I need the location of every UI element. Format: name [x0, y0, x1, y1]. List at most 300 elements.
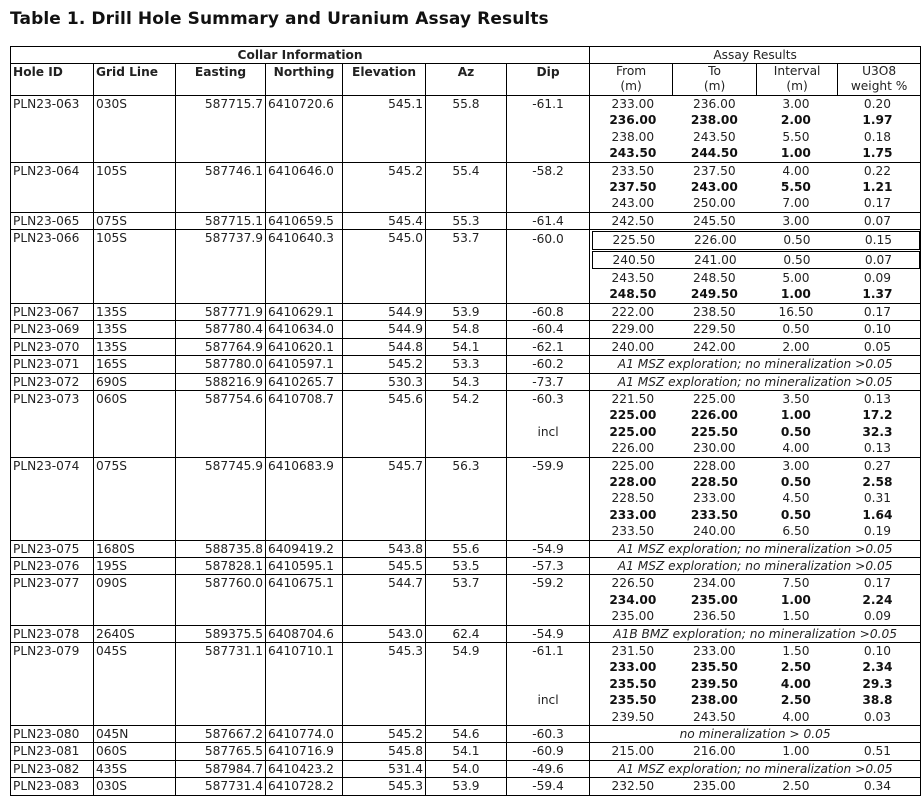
dip-cell — [507, 321, 590, 338]
easting-cell: 587731.1 — [176, 643, 266, 726]
hole-id-cell: PLN23-065 — [11, 212, 94, 229]
assay-to: 244.50 — [690, 146, 738, 161]
northing-cell: 6410728.2 — [266, 778, 343, 795]
assay-u3o8: 1.21 — [862, 180, 893, 195]
col-interval — [757, 64, 838, 96]
dip-value: -59.2 — [532, 576, 564, 591]
dip-spacer — [507, 592, 589, 608]
col-interval-unit: (m) — [786, 79, 808, 93]
assay-from: 242.50 — [611, 213, 655, 228]
assay-u3o8: 0.09 — [863, 609, 891, 624]
elevation-cell: 545.3 — [343, 778, 426, 795]
grid-line-cell: 060S — [94, 743, 176, 760]
az-cell: 55.6 — [426, 540, 507, 557]
assay-interval-highlight — [592, 592, 918, 608]
assay-u3o8: 2.34 — [862, 660, 893, 675]
dip-value: -60.8 — [532, 304, 564, 319]
hole-id-cell: PLN23-080 — [11, 726, 94, 743]
assay-interval: 2.00 — [782, 339, 810, 354]
assay-u3o8: 1.64 — [862, 507, 893, 522]
assay-u3o8: 1.97 — [862, 113, 893, 128]
dip-cell — [507, 162, 590, 212]
easting-cell: 587760.0 — [176, 575, 266, 625]
dip-value: -60.3 — [532, 391, 564, 406]
assay-from: 233.50 — [611, 163, 655, 178]
hole-id-cell: PLN23-064 — [11, 162, 94, 212]
az-cell: 56.3 — [426, 457, 507, 540]
assay-interval-highlight — [592, 112, 918, 128]
assay-to: 238.50 — [693, 304, 736, 319]
dip-value: -60.9 — [532, 744, 564, 759]
northing-cell: 6410265.7 — [266, 373, 343, 390]
dip-spacer — [507, 490, 589, 506]
grid-line-cell: 030S — [94, 778, 176, 795]
assay-u3o8: 29.3 — [862, 676, 893, 691]
assay-interval: 4.00 — [782, 163, 810, 178]
az-cell: 54.0 — [426, 760, 507, 777]
assay-u3o8: 0.34 — [863, 779, 891, 794]
elevation-cell: 531.4 — [343, 760, 426, 777]
assay-interval: 1.00 — [782, 744, 810, 759]
assay-results-cell — [590, 726, 921, 743]
hole-id-cell: PLN23-083 — [11, 778, 94, 795]
assay-results-cell — [590, 760, 921, 777]
assay-to: 230.00 — [693, 441, 736, 456]
assay-from: 235.50 — [609, 693, 657, 708]
easting-cell: 588735.8 — [176, 540, 266, 557]
assay-from: 232.50 — [611, 779, 655, 794]
elevation-cell: 545.2 — [343, 356, 426, 373]
table-row — [11, 303, 921, 320]
assay-from: 233.50 — [611, 524, 655, 539]
assay-results-cell — [590, 338, 921, 355]
assay-u3o8: 0.10 — [863, 322, 891, 337]
dip-value: -54.9 — [532, 626, 564, 641]
az-cell: 62.4 — [426, 625, 507, 642]
assay-from: 226.00 — [611, 441, 655, 456]
elevation-cell: 544.7 — [343, 575, 426, 625]
table-row — [11, 457, 921, 540]
northing-cell: 6410634.0 — [266, 321, 343, 338]
easting-cell: 587780.0 — [176, 356, 266, 373]
col-grid-line: Grid Line — [94, 64, 176, 96]
assay-from: 229.00 — [611, 322, 655, 337]
assay-u3o8: 1.37 — [862, 287, 893, 302]
assay-u3o8: 0.07 — [864, 252, 892, 267]
table-row — [11, 373, 921, 390]
az-cell: 54.8 — [426, 321, 507, 338]
assay-interval — [592, 304, 918, 320]
dip-cell — [507, 356, 590, 373]
grid-line-cell: 075S — [94, 457, 176, 540]
grid-line-cell: 1680S — [94, 540, 176, 557]
dip-cell — [507, 230, 590, 304]
assay-interval: 0.50 — [780, 424, 811, 439]
az-cell: 53.7 — [426, 575, 507, 625]
assay-to: 238.00 — [690, 113, 738, 128]
assay-from: 225.50 — [612, 233, 656, 248]
assay-interval — [592, 321, 918, 337]
dip-spacer — [507, 282, 589, 298]
assay-interval — [592, 575, 918, 591]
grid-line-cell: 075S — [94, 212, 176, 229]
dip-value: -61.1 — [532, 644, 564, 658]
assay-interval: 0.50 — [783, 252, 811, 267]
col-u3o8-label: U3O8 — [862, 64, 897, 78]
dip-spacer — [507, 112, 589, 128]
table-row — [11, 390, 921, 457]
assay-to: 239.50 — [690, 676, 738, 691]
assay-results-cell — [590, 457, 921, 540]
assay-u3o8: 0.18 — [863, 129, 891, 144]
assay-from: 222.00 — [611, 304, 655, 319]
assay-interval — [592, 778, 918, 794]
table-title: Table 1. Drill Hole Summary and Uranium Assay Results — [10, 9, 549, 29]
table-row — [11, 726, 921, 743]
table-row — [11, 212, 921, 229]
assay-u3o8: 2.24 — [862, 592, 893, 607]
assay-from: 228.50 — [611, 491, 655, 506]
assay-from: 225.00 — [611, 458, 655, 473]
dip-cell — [507, 778, 590, 795]
northing-cell: 6410710.1 — [266, 643, 343, 726]
assay-interval: 0.50 — [782, 322, 810, 337]
assay-results-cell — [590, 356, 921, 373]
assay-from: 226.50 — [611, 576, 655, 591]
assay-interval: 0.50 — [780, 507, 811, 522]
hole-id-cell: PLN23-070 — [11, 338, 94, 355]
dip-cell — [507, 643, 590, 726]
assay-from: 233.00 — [611, 97, 655, 111]
assay-to: 225.00 — [693, 391, 736, 406]
grid-line-cell: 045N — [94, 726, 176, 743]
table-row — [11, 760, 921, 777]
assay-interval-highlight — [592, 659, 918, 675]
assay-interval — [592, 231, 920, 249]
dip-spacer — [507, 709, 589, 725]
assay-to: 248.50 — [693, 271, 736, 286]
az-cell: 54.9 — [426, 643, 507, 726]
elevation-cell: 545.5 — [343, 557, 426, 574]
dip-value: -61.1 — [532, 97, 564, 111]
northing-cell: 6410597.1 — [266, 356, 343, 373]
assay-u3o8: 0.05 — [863, 339, 891, 354]
assay-to: 228.00 — [693, 458, 736, 473]
table-row — [11, 778, 921, 795]
az-cell: 55.8 — [426, 96, 507, 163]
col-elevation: Elevation — [343, 64, 426, 96]
col-to — [673, 64, 757, 96]
dip-spacer — [507, 659, 589, 675]
assay-u3o8: 0.22 — [863, 163, 891, 178]
assay-interval: 5.00 — [782, 271, 810, 286]
elevation-cell: 530.3 — [343, 373, 426, 390]
dip-cell — [507, 373, 590, 390]
dip-spacer — [507, 195, 589, 211]
assay-to: 235.50 — [690, 660, 738, 675]
easting-cell: 587754.6 — [176, 390, 266, 457]
dip-value: -62.1 — [532, 339, 564, 354]
grid-line-cell: 030S — [94, 96, 176, 163]
assay-u3o8: 0.51 — [863, 744, 891, 759]
assay-interval — [592, 440, 918, 456]
assay-from: 237.50 — [609, 180, 657, 195]
table-row — [11, 162, 921, 212]
az-cell: 53.9 — [426, 303, 507, 320]
dip-spacer — [507, 179, 589, 195]
assay-from: 239.50 — [611, 709, 655, 724]
assay-from: 235.50 — [609, 676, 657, 691]
elevation-cell: 545.2 — [343, 726, 426, 743]
northing-cell: 6410595.1 — [266, 557, 343, 574]
assay-u3o8: 0.07 — [863, 213, 891, 228]
az-cell: 53.9 — [426, 778, 507, 795]
elevation-cell: 545.2 — [343, 162, 426, 212]
az-cell: 53.3 — [426, 356, 507, 373]
az-cell: 55.4 — [426, 162, 507, 212]
assay-from: 240.00 — [611, 339, 655, 354]
elevation-cell: 545.6 — [343, 390, 426, 457]
dip-value: -49.6 — [532, 761, 564, 776]
table-row — [11, 743, 921, 760]
easting-cell: 587731.4 — [176, 778, 266, 795]
assay-results-cell — [590, 230, 921, 304]
assay-interval — [592, 709, 918, 725]
assay-interval: 1.00 — [780, 146, 811, 161]
assay-to: 228.50 — [690, 474, 738, 489]
northing-cell: 6410683.9 — [266, 457, 343, 540]
assay-results-cell — [590, 373, 921, 390]
easting-cell: 587771.9 — [176, 303, 266, 320]
col-from-unit: (m) — [620, 79, 642, 93]
dip-spacer — [507, 145, 589, 161]
northing-cell: 6410774.0 — [266, 726, 343, 743]
dip-spacer — [507, 440, 589, 456]
grid-line-cell: 060S — [94, 390, 176, 457]
assay-to: 225.50 — [690, 424, 738, 439]
assay-to: 245.50 — [693, 213, 736, 228]
hole-id-cell: PLN23-079 — [11, 643, 94, 726]
assay-interval: 1.00 — [780, 287, 811, 302]
collar-information-header: Collar Information — [11, 47, 590, 64]
az-cell: 53.5 — [426, 557, 507, 574]
easting-cell: 587764.9 — [176, 338, 266, 355]
elevation-cell: 544.8 — [343, 338, 426, 355]
assay-interval: 3.50 — [782, 391, 810, 406]
dip-spacer — [507, 407, 589, 423]
grid-line-cell: 135S — [94, 321, 176, 338]
dip-spacer — [507, 249, 589, 265]
assay-to: 241.00 — [694, 252, 737, 267]
grid-line-cell: 045S — [94, 643, 176, 726]
dip-value: -61.4 — [532, 213, 564, 228]
assay-to: 238.00 — [690, 693, 738, 708]
assay-to: 243.50 — [693, 129, 736, 144]
assay-results-cell — [590, 303, 921, 320]
assay-u3o8: 0.17 — [863, 576, 891, 591]
elevation-cell: 545.7 — [343, 457, 426, 540]
elevation-cell: 545.8 — [343, 743, 426, 760]
assay-to: 235.00 — [693, 779, 736, 794]
dip-cell — [507, 760, 590, 777]
easting-cell: 587715.1 — [176, 212, 266, 229]
dip-value: -60.3 — [532, 727, 564, 742]
assay-from: 243.50 — [611, 271, 655, 286]
assay-from: 233.00 — [609, 660, 657, 675]
assay-from: 234.00 — [609, 592, 657, 607]
assay-results-cell — [590, 96, 921, 163]
assay-u3o8: 0.19 — [863, 524, 891, 539]
grid-line-cell: 195S — [94, 557, 176, 574]
dip-spacer — [507, 266, 589, 282]
assay-u3o8: 0.10 — [863, 644, 891, 658]
hole-id-cell: PLN23-071 — [11, 356, 94, 373]
assay-from: 238.00 — [611, 129, 655, 144]
assay-interval — [592, 523, 918, 539]
assay-to: 235.00 — [690, 592, 738, 607]
assay-interval-highlight — [592, 145, 918, 161]
northing-cell: 6410675.1 — [266, 575, 343, 625]
dip-spacer — [507, 608, 589, 624]
assay-interval: 1.00 — [780, 408, 811, 423]
assay-results-cell — [590, 778, 921, 795]
assay-u3o8: 0.17 — [863, 196, 891, 211]
assay-to: 233.00 — [693, 644, 736, 658]
dip-spacer — [507, 507, 589, 523]
elevation-cell: 544.9 — [343, 321, 426, 338]
easting-cell: 588216.9 — [176, 373, 266, 390]
assay-from: 231.50 — [611, 644, 655, 658]
assay-interval-highlight — [592, 179, 918, 195]
col-interval-label: Interval — [773, 64, 821, 78]
assay-results-cell — [590, 557, 921, 574]
grid-line-cell: 135S — [94, 303, 176, 320]
assay-note: A1 MSZ exploration; no mineralization >0.05 — [617, 541, 893, 556]
assay-interval: 4.00 — [782, 441, 810, 456]
assay-u3o8: 0.17 — [863, 304, 891, 319]
northing-cell: 6409419.2 — [266, 540, 343, 557]
az-cell: 54.1 — [426, 338, 507, 355]
dip-cell — [507, 743, 590, 760]
assay-u3o8: 0.15 — [864, 233, 892, 248]
dip-value: -54.9 — [532, 541, 564, 556]
assay-note: A1B BMZ exploration; no mineralization >0.05 — [613, 626, 897, 641]
table-row — [11, 96, 921, 163]
assay-to: 234.00 — [693, 576, 736, 591]
assay-to: 242.00 — [693, 339, 736, 354]
assay-note: A1 MSZ exploration; no mineralization >0.05 — [617, 357, 893, 372]
easting-cell: 587828.1 — [176, 557, 266, 574]
assay-from: 221.50 — [611, 391, 655, 406]
assay-u3o8: 0.31 — [863, 491, 891, 506]
dip-cell — [507, 625, 590, 642]
assay-results-cell — [590, 162, 921, 212]
col-northing: Northing — [266, 64, 343, 96]
assay-interval-highlight — [592, 507, 918, 523]
easting-cell: 587765.5 — [176, 743, 266, 760]
assay-from: 233.00 — [609, 507, 657, 522]
elevation-cell: 543.0 — [343, 625, 426, 642]
dip-value: -73.7 — [532, 374, 564, 389]
az-cell: 54.3 — [426, 373, 507, 390]
assay-interval: 1.50 — [782, 644, 810, 658]
table-row — [11, 625, 921, 642]
assay-interval: 3.00 — [782, 458, 810, 473]
easting-cell: 587667.2 — [176, 726, 266, 743]
northing-cell: 6408704.6 — [266, 625, 343, 642]
assay-interval-highlight — [592, 424, 918, 440]
az-cell: 53.7 — [426, 230, 507, 304]
dip-value: -59.4 — [532, 779, 564, 794]
assay-to: 243.00 — [690, 180, 738, 195]
assay-interval: 3.00 — [782, 97, 810, 111]
dip-value: -60.0 — [532, 232, 564, 247]
assay-results-cell — [590, 321, 921, 338]
assay-interval — [592, 608, 918, 624]
assay-from: 228.00 — [609, 474, 657, 489]
assay-to: 250.00 — [693, 196, 736, 211]
assay-u3o8: 1.75 — [862, 146, 893, 161]
col-dip: Dip — [507, 64, 590, 96]
hole-id-cell: PLN23-072 — [11, 373, 94, 390]
assay-to: 226.00 — [694, 233, 737, 248]
grid-line-cell: 090S — [94, 575, 176, 625]
assay-to: 236.00 — [693, 97, 736, 111]
dip-value: -60.2 — [532, 357, 564, 372]
assay-interval: 1.00 — [780, 592, 811, 607]
table-row — [11, 557, 921, 574]
hole-id-cell: PLN23-075 — [11, 540, 94, 557]
assay-results-cell — [590, 743, 921, 760]
assay-interval — [592, 743, 918, 759]
table-row — [11, 356, 921, 373]
assay-interval-highlight — [592, 286, 918, 302]
assay-interval: 0.50 — [780, 474, 811, 489]
assay-to: 236.50 — [693, 609, 736, 624]
assay-note: A1 MSZ exploration; no mineralization >0.05 — [617, 558, 893, 573]
assay-to: 233.50 — [690, 507, 738, 522]
assay-interval — [592, 643, 918, 659]
assay-interval: 0.50 — [783, 233, 811, 248]
assay-interval — [592, 339, 918, 355]
dip-cell — [507, 726, 590, 743]
northing-cell: 6410620.1 — [266, 338, 343, 355]
assay-interval: 2.00 — [780, 113, 811, 128]
hole-id-cell: PLN23-076 — [11, 557, 94, 574]
assay-interval: 7.50 — [782, 576, 810, 591]
col-from — [590, 64, 673, 96]
dip-cell — [507, 540, 590, 557]
elevation-cell: 545.4 — [343, 212, 426, 229]
assay-interval: 4.00 — [782, 709, 810, 724]
assay-to: 216.00 — [693, 744, 736, 759]
grid-line-cell: 105S — [94, 162, 176, 212]
grid-line-cell: 690S — [94, 373, 176, 390]
assay-interval — [592, 270, 918, 286]
hole-id-cell: PLN23-073 — [11, 390, 94, 457]
northing-cell: 6410708.7 — [266, 390, 343, 457]
assay-interval-highlight — [592, 407, 918, 423]
assay-u3o8: 0.03 — [863, 709, 891, 724]
assay-interval: 6.50 — [782, 524, 810, 539]
incl-label: incl — [537, 424, 559, 439]
assay-from: 243.50 — [609, 146, 657, 161]
easting-cell: 587746.1 — [176, 162, 266, 212]
table-row — [11, 540, 921, 557]
northing-cell: 6410659.5 — [266, 212, 343, 229]
dip-cell — [507, 303, 590, 320]
dip-value: -59.9 — [532, 458, 564, 473]
